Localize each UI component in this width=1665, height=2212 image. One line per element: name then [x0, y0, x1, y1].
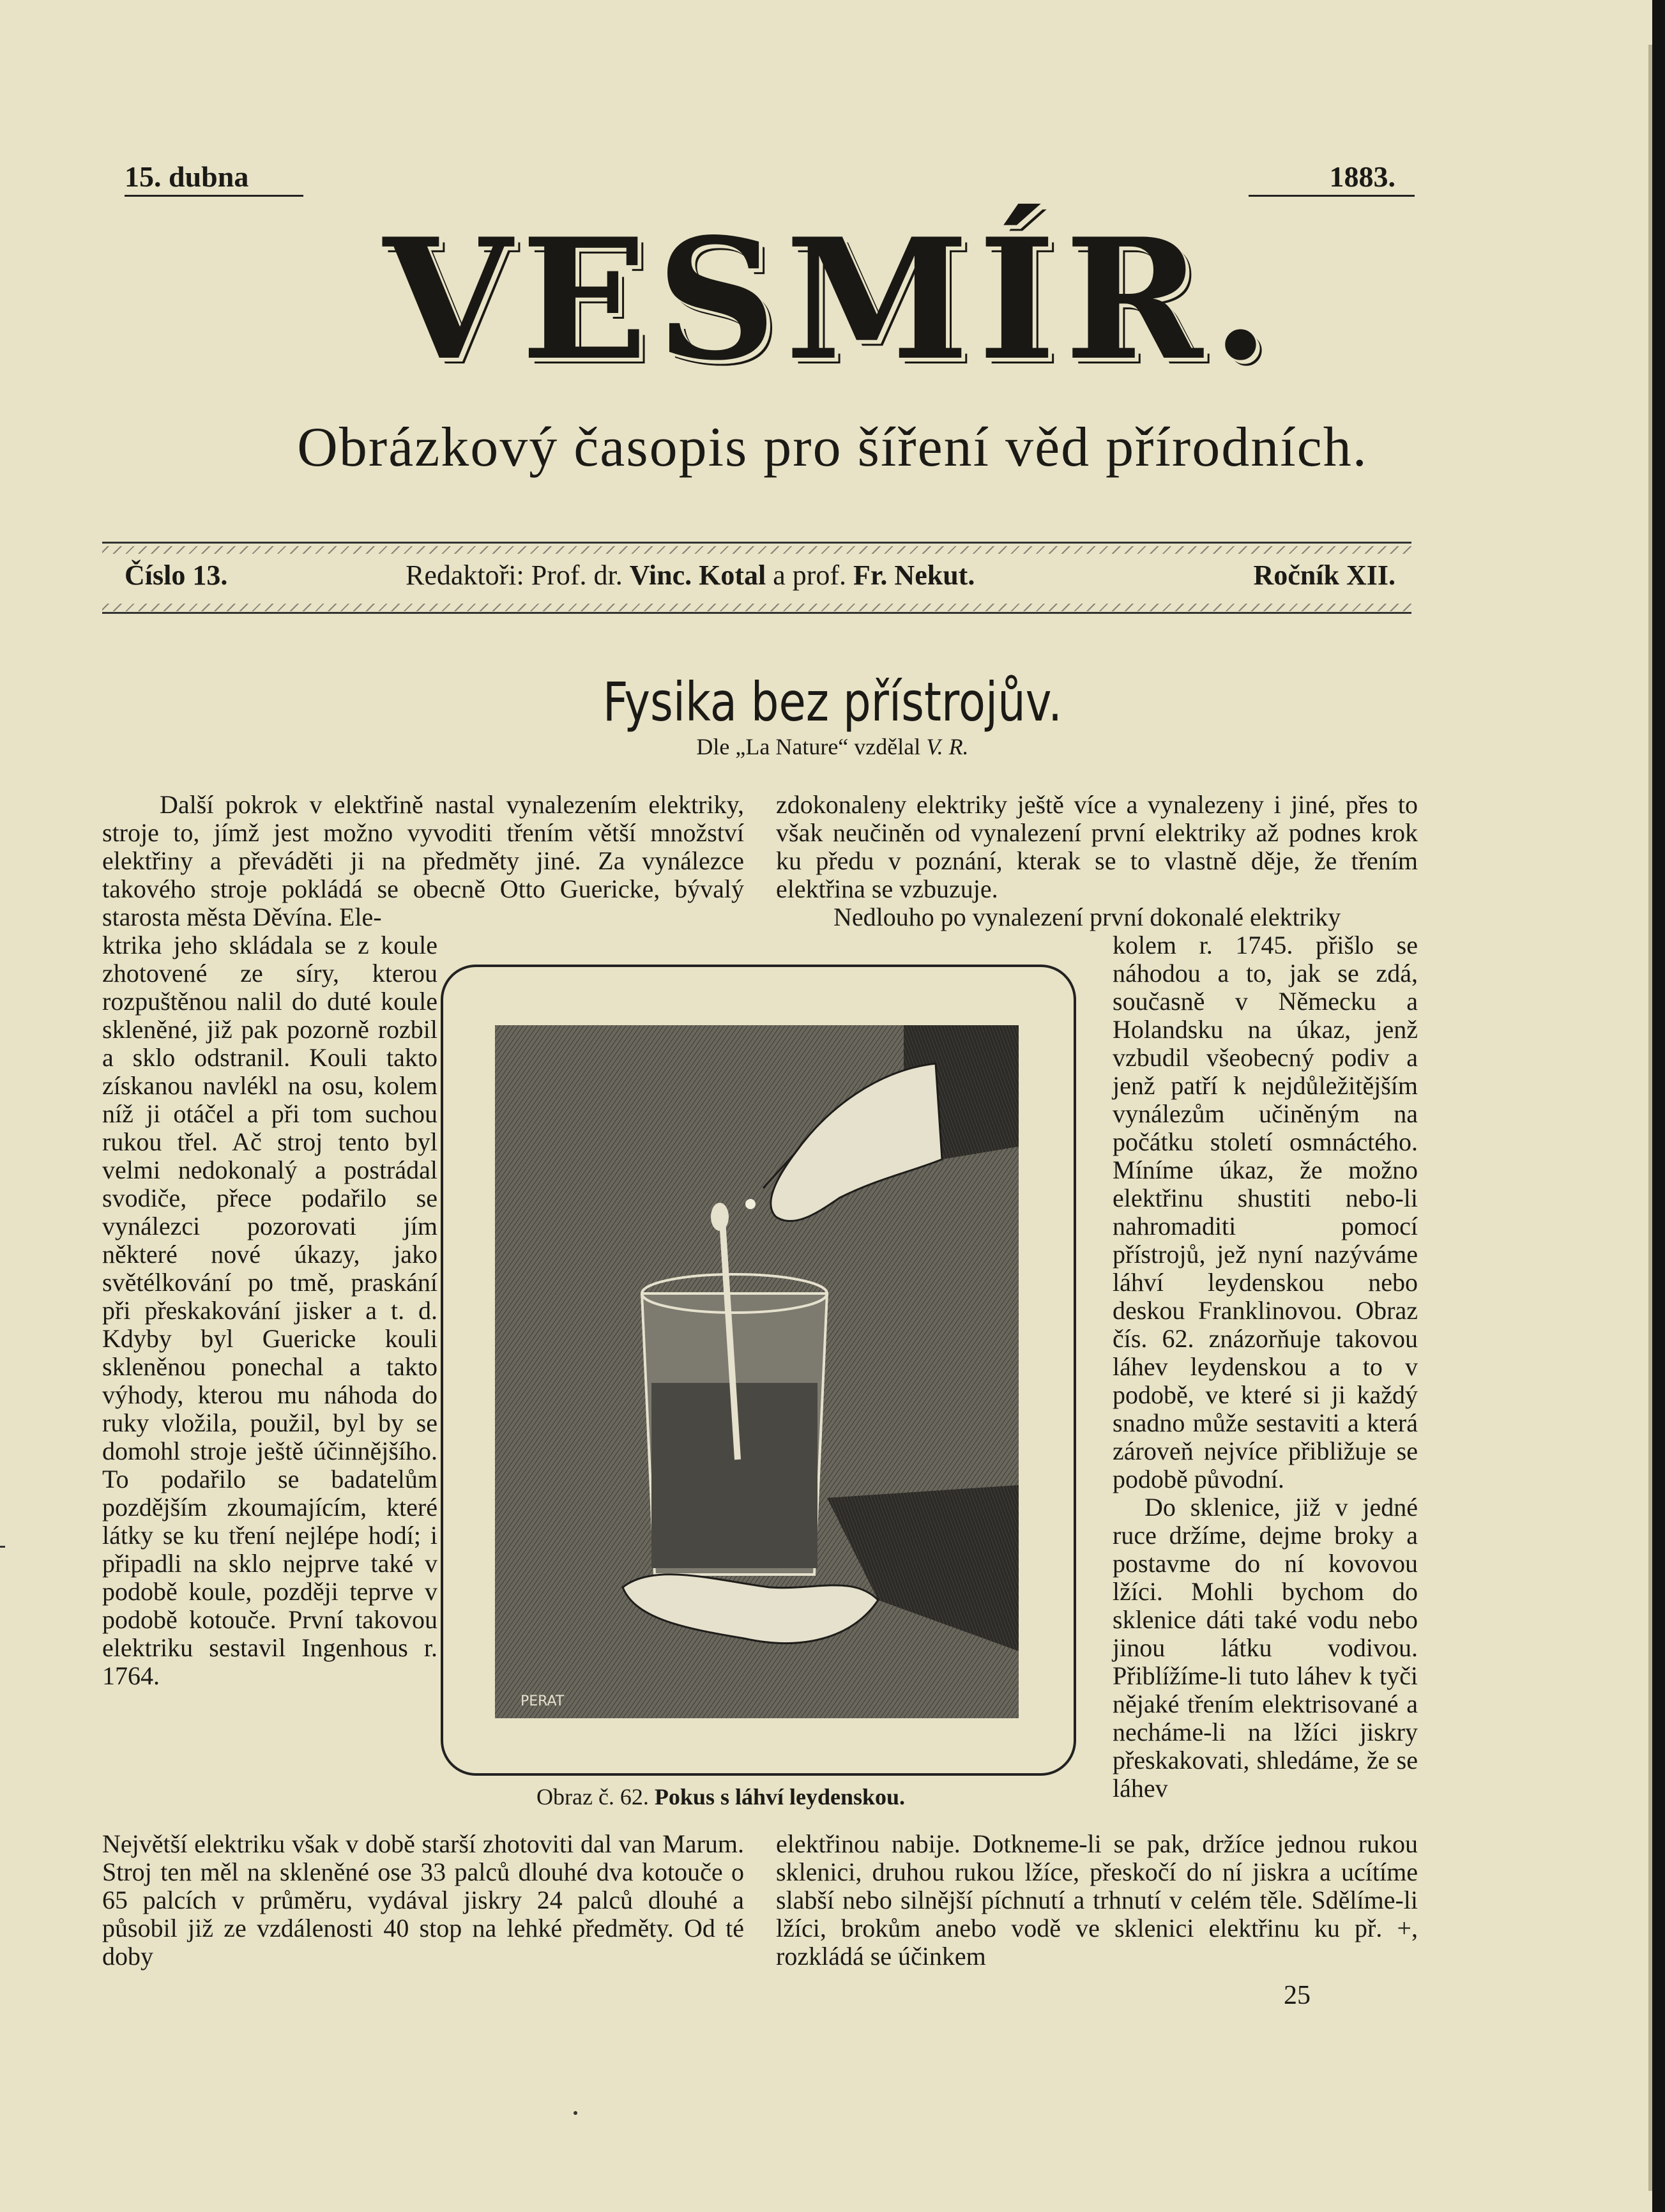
- figure-caption-text: Pokus s láhví leydenskou.: [654, 1784, 906, 1810]
- right-paragraph-2-start: Nedlouho po vynalezení první dokonalé elektriky: [833, 903, 1341, 931]
- paper-speck: [574, 2111, 577, 2115]
- engraver-signature: PERAT: [521, 1693, 565, 1709]
- issue-date: 15. dubna: [125, 160, 303, 197]
- volume-number: Ročník XII.: [1253, 560, 1395, 591]
- byline-prefix: Dle „La Nature“ vzdělal: [696, 734, 921, 759]
- figure-caption: [536, 1783, 905, 1810]
- right-paragraph-1: zdokonaleny elektriky ještě více a vynalezeny i jiné, přes to však neučiněn od vynalezení první elektriky až podnes krok ku předu v poznání, kterak se to vlastně děje, že třením elektřina se vzbuzuje.: [776, 790, 1418, 903]
- article-title: Fysika bez přístrojův.: [602, 671, 1063, 733]
- figure-caption-prefix: Obraz č. 62.: [536, 1784, 649, 1810]
- byline-author: V. R.: [926, 734, 969, 759]
- editors-mid: a prof.: [773, 560, 847, 591]
- editors: [406, 559, 975, 591]
- engraving-illustration: [495, 1025, 1019, 1718]
- editor-1: Vinc. Kotal: [629, 560, 766, 591]
- right-paragraph-2-cont: kolem r. 1745. přišlo se náhodou a to, jak se zdá, současně v Německu a Holandsku na úkaz, jenž vzbudil všeobecný podiv a jenž patří k nejdůležitějším vynálezům učiněným na počátku století osmnáctého. Míníme úkaz, že možno elektřinu shustiti nebo-li nahromaditi pomocí přístrojů, jež nyní nazýváme láhví leydenskou nebo deskou Franklinovou. Obraz čís. 62. znázorňuje takovou láhev leydenskou a to v podobě, ve které si ji každý snadno může sestaviti a která zároveň nejvíce přibližuje se podobě původní.: [1113, 931, 1418, 1493]
- left-column-narrow: [102, 931, 437, 1690]
- left-paragraph-2: Největší elektriku však v době starší zhotoviti dal van Marum. Stroj ten měl na skleněné ose 33 palců dlouhé dva kotouče o 65 palcích v průměru, vydával jiskry 24 palců dlouhé a působil již ze vzdálenosti 40 stop na lehké předměty. Od té doby: [102, 1829, 744, 1971]
- editor-2: Fr. Nekut.: [853, 560, 975, 591]
- issue-number: Číslo 13.: [125, 560, 228, 591]
- header-wavy-bottom: [102, 604, 1411, 611]
- issue-year: 1883.: [1249, 160, 1415, 197]
- page-edge-shadow: [1648, 45, 1652, 2191]
- header-rule-bottom: [102, 612, 1411, 614]
- right-column-narrow: [1113, 931, 1418, 1803]
- right-paragraph-3: Do sklenice, již v jedné ruce držíme, dejme broky a postavme do ní kovovou lžíci. Mohli bychom do sklenice dáti také vodu nebo jinou látku vodivou. Přiblížíme-li tuto láhev k tyči nějaké třením elektrisované a necháme-li na lžíci jiskry přeskakovati, shledáme, že se láhev: [1113, 1493, 1418, 1803]
- page-edge: [1652, 0, 1665, 2212]
- leyden-jar-engraving: [495, 1025, 1019, 1718]
- editors-prefix: Redaktoři: Prof. dr.: [406, 560, 623, 591]
- right-paragraph-3-cont: elektřinou nabije. Dotkneme-li se pak, držíce jednou rukou sklenici, druhou rukou lžíce, přeskočí do ní jiskra a ucítíme slabší nebo silnější píchnutí a trhnutí v celém těle. Sdělíme-li lžíci, brokům anebo vodě ve sklenici elektřinu ku př. +, rozkládá se účinkem: [776, 1829, 1418, 1971]
- right-column-bottom: [776, 1830, 1418, 1971]
- right-column-top: [776, 791, 1418, 931]
- left-column-top: [102, 791, 744, 931]
- masthead-title: VESMÍR.: [383, 202, 1279, 397]
- left-column-bottom: [102, 1830, 744, 1971]
- header-rule-top: [102, 542, 1411, 544]
- margin-mark: [0, 1546, 5, 1548]
- header-wavy-top: [102, 546, 1411, 554]
- masthead-subtitle: Obrázkový časopis pro šíření věd přírodních.: [297, 416, 1368, 478]
- article-byline: [0, 733, 1665, 760]
- page-number: 25: [1284, 1981, 1311, 2010]
- left-paragraph-1: Další pokrok v elektřině nastal vynalezením elektriky, stroje to, jímž jest možno vyvoditi třením větší množství elektřiny a převáděti ji na předměty jiné. Za vynálezce takového stroje pokládá se obecně Otto Guericke, bývalý starosta města Děvína. Ele-: [102, 790, 744, 931]
- left-paragraph-1-cont: ktrika jeho skládala se z koule zhotovené ze síry, kterou rozpuštěnou nalil do duté koule skleněné, již pak pozorně rozbil a sklo odstranil. Kouli takto získanou navlékl na osu, kolem níž ji otáčel a při tom suchou rukou třel. Ač stroj tento byl velmi nedokonalý a postrádal svodiče, přece podařilo se vynálezci pozorovati jím některé nové úkazy, jako světélkování po tmě, praskání při přeskakování jisker a t. d. Kdyby byl Guericke kouli skleněnou ponechal a takto výhody, kterou mu náhoda do ruky vložila, použil, byl by se domohl stroje ještě účinnějšího. To podařilo se badatelům pozdějším zkoumajícím, které látky se ku tření nejlépe hodí; i připadli na sklo nejprve také v podobě koule, později teprve v podobě kotouče. První takovou elektriku sestavil Ingenhous r. 1764.: [102, 931, 437, 1690]
